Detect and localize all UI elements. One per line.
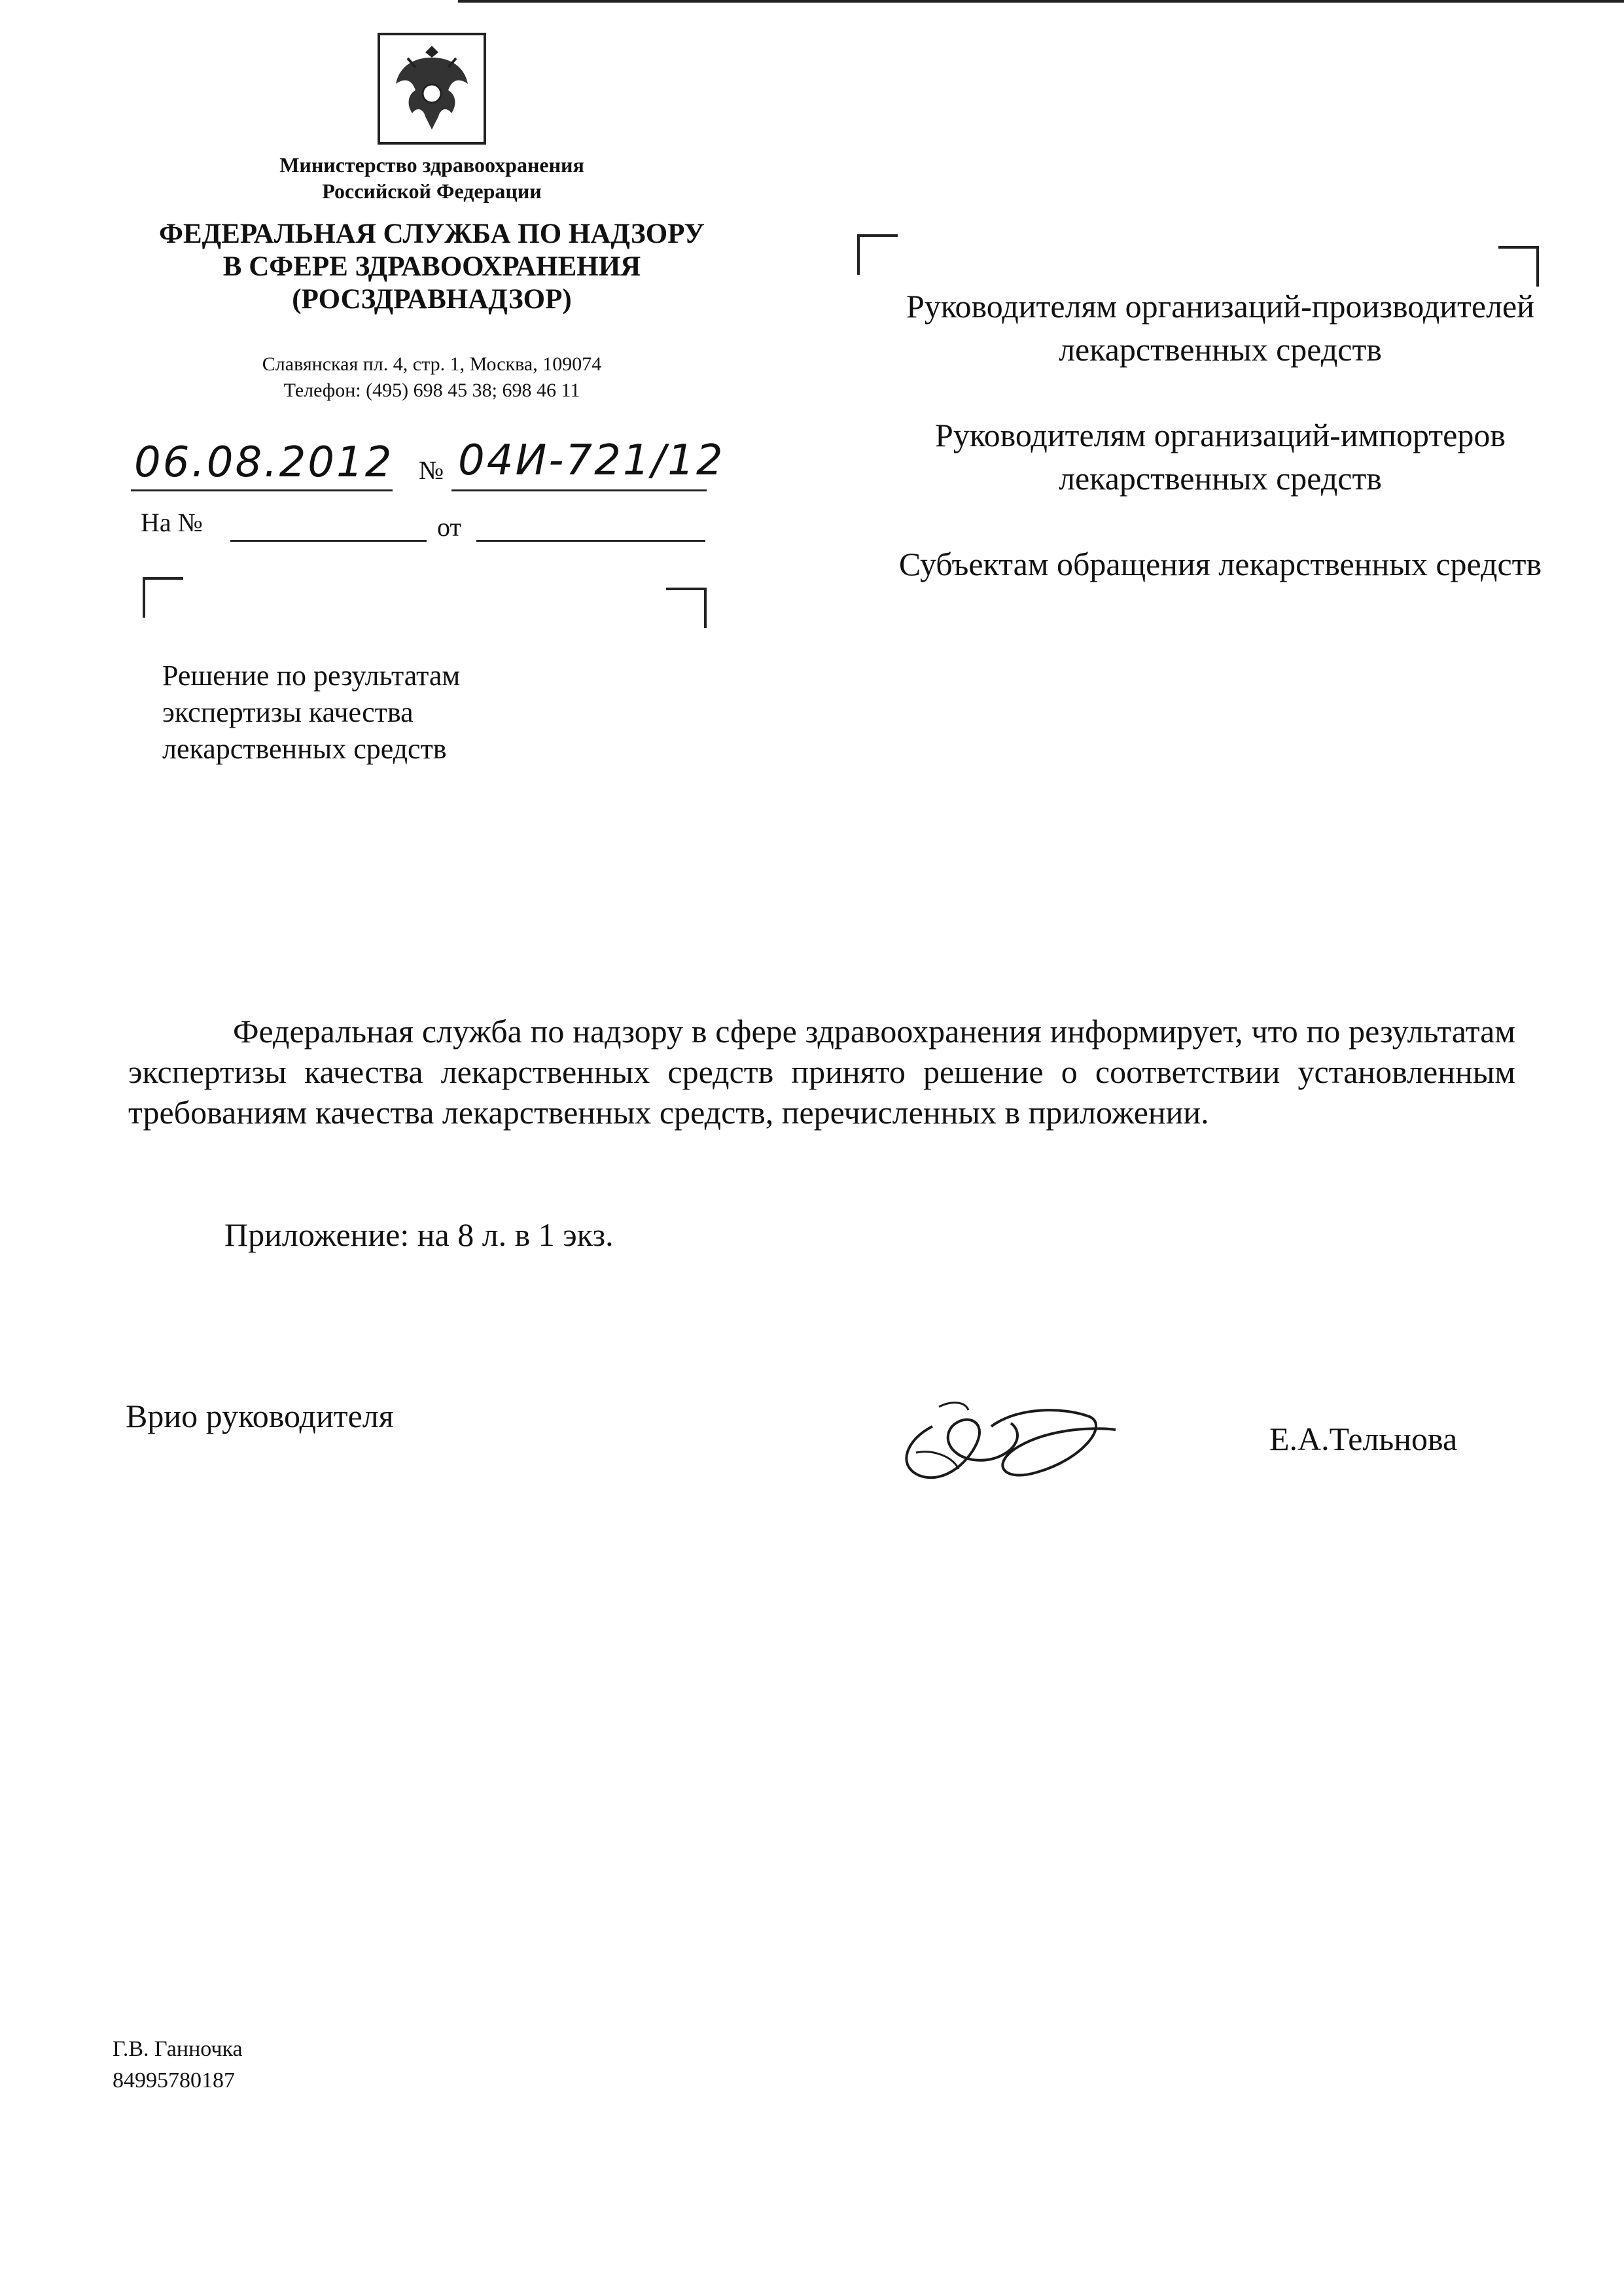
letter-subject [162, 658, 633, 768]
addressee-importers: Руководителям организаций-импортеров лекарственных средств [935, 417, 1506, 497]
signatory-name: Е.А.Тельнова [1269, 1421, 1458, 1457]
registration-number-label: № [419, 455, 444, 485]
registration-number-underline [451, 489, 707, 491]
reply-to-label: На № [141, 508, 203, 537]
ministry-line-2: Российской Федерации [322, 179, 542, 203]
executor-name: Г.В. Ганночка [113, 2037, 243, 2061]
reply-date-line [476, 540, 705, 542]
subject-bracket-top-left [143, 577, 183, 618]
agency-name [124, 218, 739, 316]
addressee-manufacturers: Руководителям организаций-производителей лекарственных средств [906, 288, 1535, 368]
ministry-name [157, 152, 707, 204]
subject-line-3: лекарственных средств [162, 733, 447, 765]
agency-line-1: ФЕДЕРАЛЬНАЯ СЛУЖБА ПО НАДЗОРУ [159, 219, 705, 249]
executor-phone: 84995780187 [113, 2068, 235, 2093]
agency-line-3: (РОСЗДРАВНАДЗОР) [292, 284, 572, 315]
subject-line-1: Решение по результатам [162, 660, 461, 692]
agency-address: Славянская пл. 4, стр. 1, Москва, 109074 [262, 353, 602, 375]
addressee-circulation-subjects: Субъектам обращения лекарственных средств [898, 546, 1542, 582]
reply-to-number-line [230, 540, 427, 542]
executor-info [113, 2034, 243, 2096]
signatory-position: Врио руководителя [126, 1398, 394, 1434]
handwritten-signature-icon [893, 1387, 1129, 1492]
reply-date-label: от [437, 512, 461, 542]
agency-contacts [157, 351, 707, 404]
addressee-bracket-top-left [857, 234, 898, 275]
addressee-block [896, 285, 1544, 628]
registration-date: 06.08.2012 [134, 438, 394, 487]
double-headed-eagle-emblem-icon [376, 31, 487, 146]
registration-number: 04И-721/12 [458, 436, 725, 485]
scan-edge-line [458, 0, 1624, 3]
subject-line-2: экспертизы качества [162, 696, 414, 728]
letter-body: Федеральная служба по надзору в сфере здравоохранения информирует, что по результатам экспертизы качества лекарственных средств принято решение о соответствии установленным требованиям качества лекарственных средств, перечисленных в приложении. [128, 1013, 1515, 1131]
registration-date-underline [131, 489, 393, 491]
appendix-note: Приложение: на 8 л. в 1 экз. [224, 1216, 614, 1253]
subject-bracket-top-right [666, 588, 707, 628]
addressee-bracket-top-right [1498, 246, 1539, 287]
agency-phone: Телефон: (495) 698 45 38; 698 46 11 [283, 380, 580, 401]
ministry-line-1: Министерство здравоохранения [279, 153, 584, 177]
agency-line-2: В СФЕРЕ ЗДРАВООХРАНЕНИЯ [222, 251, 641, 282]
